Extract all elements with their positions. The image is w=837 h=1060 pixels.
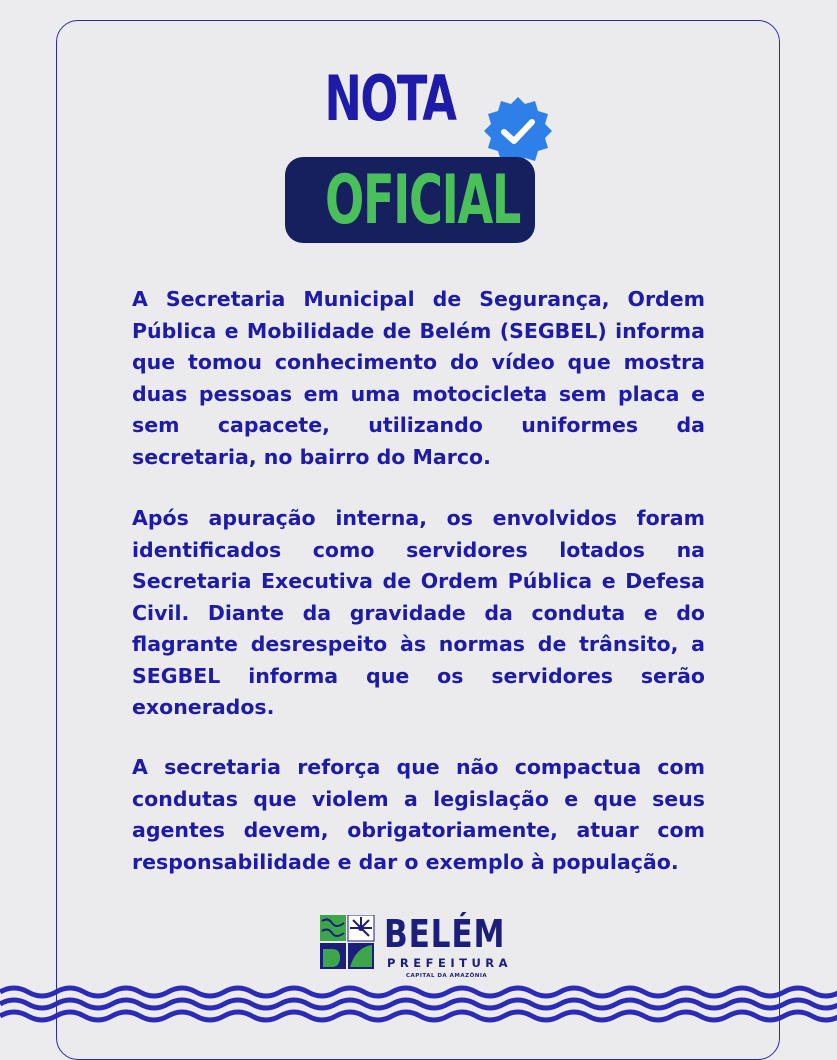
belem-emblem-icon <box>320 915 376 971</box>
wave-decoration <box>0 984 837 1024</box>
logo-name: BELÉM <box>384 912 506 956</box>
belem-logo <box>320 912 520 984</box>
title-nota: NOTA <box>324 62 456 135</box>
logo-tagline: CAPITAL DA AMAZÔNIA <box>406 973 488 979</box>
logo-subtitle: PREFEITURA <box>387 956 513 970</box>
paragraph-1: A Secretaria Municipal de Segurança, Ordem Pública e Mobilidade de Belém (SEGBEL) informa que tomou conhecimento do vídeo que mostra duas pessoas em uma motocicleta sem placa e sem capacete, utilizando uniformes da secretaria, no bairro do Marco. <box>132 287 705 469</box>
oficial-pill <box>285 157 535 243</box>
paragraph-2: Após apuração interna, os envolvidos foram identificados como servidores lotados na Secretaria Executiva de Ordem Pública e Defesa Civil. Diante da gravidade da conduta e do flagrante desrespeito às normas de trânsito, a SEGBEL informa que os servidores serão exonerados. <box>132 506 705 719</box>
paragraph-3: A secretaria reforça que não compactua com condutas que violem a legislação e que seus agentes devem, obrigatoriamente, atuar com responsabilidade e dar o exemplo à população. <box>132 755 705 874</box>
title-oficial: OFICIAL <box>325 161 520 240</box>
